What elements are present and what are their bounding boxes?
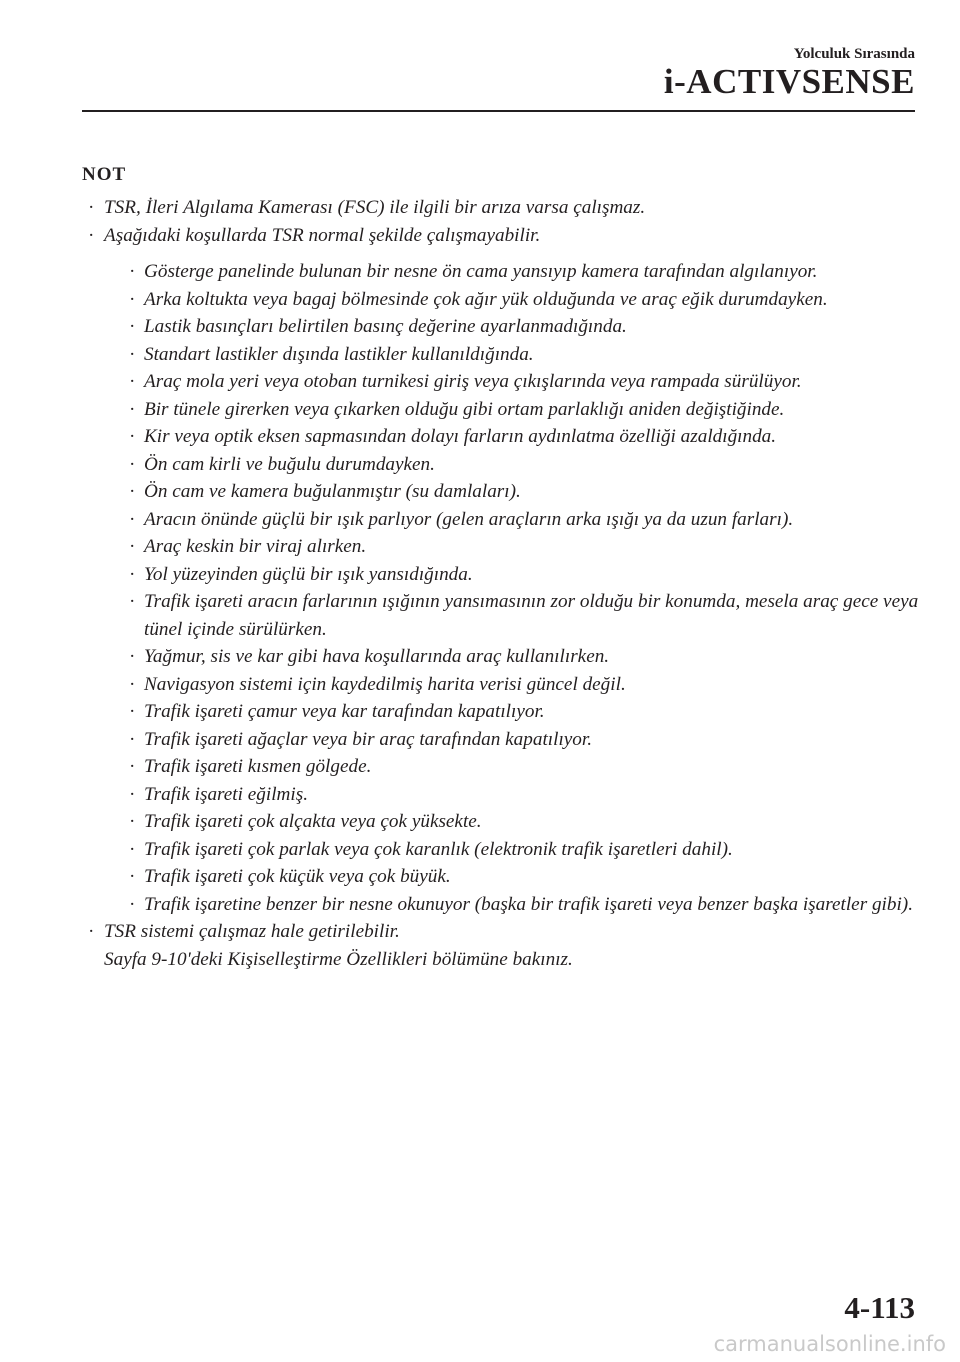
condition-text: Arka koltukta veya bagaj bölmesinde çok ağır yük olduğunda ve araç eğik durumdayken.	[144, 288, 828, 310]
condition-item	[126, 753, 924, 781]
condition-text: Lastik basınçları belirtilen basınç değerine ayarlanmadığında.	[144, 316, 627, 337]
condition-item	[126, 808, 924, 836]
condition-text: Ön cam ve kamera buğulanmıştır (su damlaları).	[144, 481, 521, 502]
condition-item	[126, 313, 924, 341]
bullet-icon: ·	[129, 316, 136, 337]
condition-text: Trafik işaretine benzer bir nesne okunuyor (başka bir trafik işareti veya benzer başka işaretler gibi).	[144, 893, 913, 915]
condition-item	[126, 726, 924, 754]
bullet-icon: ·	[129, 701, 136, 722]
bullet-icon: ·	[129, 838, 136, 860]
bullet-icon: ·	[129, 756, 136, 777]
condition-text: Trafik işareti ağaçlar veya bir araç tarafından kapatılıyor.	[144, 728, 593, 750]
condition-item	[126, 341, 924, 369]
condition-item	[126, 588, 924, 643]
bullet-icon: ·	[129, 481, 136, 502]
condition-item	[126, 368, 924, 396]
bullet-icon: ·	[129, 811, 136, 832]
condition-item	[126, 891, 924, 919]
bullet-icon: ·	[129, 646, 136, 667]
condition-text: Bir tünele girerken veya çıkarken olduğu gibi ortam parlaklığı aniden değiştiğinde.	[144, 398, 785, 420]
condition-text: Yağmur, sis ve kar gibi hava koşullarında araç kullanılırken.	[144, 646, 610, 667]
condition-text: Trafik işareti aracın farlarının ışığının yansımasının zor olduğu bir konumda, mesela araç gece veya tünel içinde sürülürken.	[144, 591, 919, 640]
bullet-icon: ·	[129, 728, 136, 750]
page-number: 4-113	[844, 1290, 915, 1325]
note-item-text: Aşağıdaki koşullarda TSR normal şekilde çalışmayabilir.	[104, 224, 541, 246]
bullet-icon: ·	[88, 921, 95, 942]
bullet-icon: ·	[88, 224, 95, 246]
condition-text: Trafik işareti eğilmiş.	[144, 783, 308, 805]
bullet-icon: ·	[129, 398, 136, 420]
condition-item	[126, 258, 924, 286]
condition-text: Trafik işareti kısmen gölgede.	[144, 756, 372, 777]
condition-text: Trafik işareti çok küçük veya çok büyük.	[144, 866, 451, 887]
bullet-icon: ·	[129, 343, 136, 365]
bullet-icon: ·	[129, 673, 136, 695]
condition-item	[126, 643, 924, 671]
condition-text: Trafik işareti çok alçakta veya çok yüksekte.	[144, 811, 482, 832]
condition-item	[126, 561, 924, 589]
bullet-icon: ·	[129, 536, 136, 557]
bullet-icon: ·	[129, 508, 136, 530]
condition-item	[126, 478, 924, 506]
condition-item	[126, 781, 924, 809]
condition-item	[126, 506, 924, 534]
bullet-icon: ·	[129, 288, 136, 310]
note-content	[84, 194, 924, 973]
condition-text: Navigasyon sistemi için kaydedilmiş harita verisi güncel değil.	[144, 673, 626, 695]
section-name: Yolculuk Sırasında	[793, 46, 915, 62]
condition-text: Standart lastikler dışında lastikler kullanıldığında.	[144, 343, 534, 365]
condition-item	[126, 423, 924, 451]
bullet-icon: ·	[129, 371, 136, 392]
note-list	[84, 194, 924, 973]
condition-item	[126, 698, 924, 726]
note-item-conditions	[84, 222, 924, 919]
bullet-icon: ·	[129, 783, 136, 805]
condition-text: Trafik işareti çok parlak veya çok karanlık (elektronik trafik işaretleri dahil).	[144, 838, 733, 860]
note-item-fsc-fault	[84, 194, 924, 222]
condition-text: Yol yüzeyinden güçlü bir ışık yansıdığında.	[144, 563, 473, 585]
condition-item	[126, 396, 924, 424]
condition-item	[126, 671, 924, 699]
condition-text: Kir veya optik eksen sapmasından dolayı farların aydınlatma özelliği azaldığında.	[144, 426, 777, 447]
bullet-icon: ·	[129, 893, 136, 915]
bullet-icon: ·	[129, 261, 136, 282]
condition-text: Araç mola yeri veya otoban turnikesi giriş veya çıkışlarında veya rampada sürülüyor.	[144, 371, 802, 392]
header-divider	[82, 110, 915, 112]
condition-item	[126, 451, 924, 479]
condition-text: Aracın önünde güçlü bir ışık parlıyor (gelen araçların arka ışığı ya da uzun farları).	[144, 508, 794, 530]
bullet-icon: ·	[129, 426, 136, 447]
bullet-icon: ·	[129, 453, 136, 475]
condition-item	[126, 863, 924, 891]
bullet-icon: ·	[129, 563, 136, 585]
watermark: carmanualsonline.info	[713, 1332, 946, 1356]
condition-text: Araç keskin bir viraj alırken.	[144, 536, 367, 557]
bullet-icon: ·	[129, 591, 136, 612]
page-header	[0, 0, 960, 120]
bullet-icon: ·	[129, 866, 136, 887]
note-item-text: TSR sistemi çalışmaz hale getirilebilir.	[104, 921, 400, 942]
condition-item	[126, 533, 924, 561]
condition-item	[126, 286, 924, 314]
condition-text: Ön cam kirli ve buğulu durumdayken.	[144, 453, 435, 475]
note-item-text: TSR, İleri Algılama Kamerası (FSC) ile ilgili bir arıza varsa çalışmaz.	[104, 197, 646, 218]
chapter-title: i-ACTIVSENSE	[663, 62, 915, 101]
note-heading: NOT	[82, 164, 127, 185]
page-reference: Sayfa 9-10'deki Kişiselleştirme Özellikleri bölümüne bakınız.	[104, 948, 573, 970]
conditions-list	[104, 258, 924, 918]
condition-text: Gösterge panelinde bulunan bir nesne ön cama yansıyıp kamera tarafından algılanıyor.	[144, 261, 818, 282]
bullet-icon: ·	[88, 197, 95, 218]
condition-item	[126, 836, 924, 864]
note-item-disable	[84, 918, 924, 973]
condition-text: Trafik işareti çamur veya kar tarafından kapatılıyor.	[144, 701, 545, 722]
